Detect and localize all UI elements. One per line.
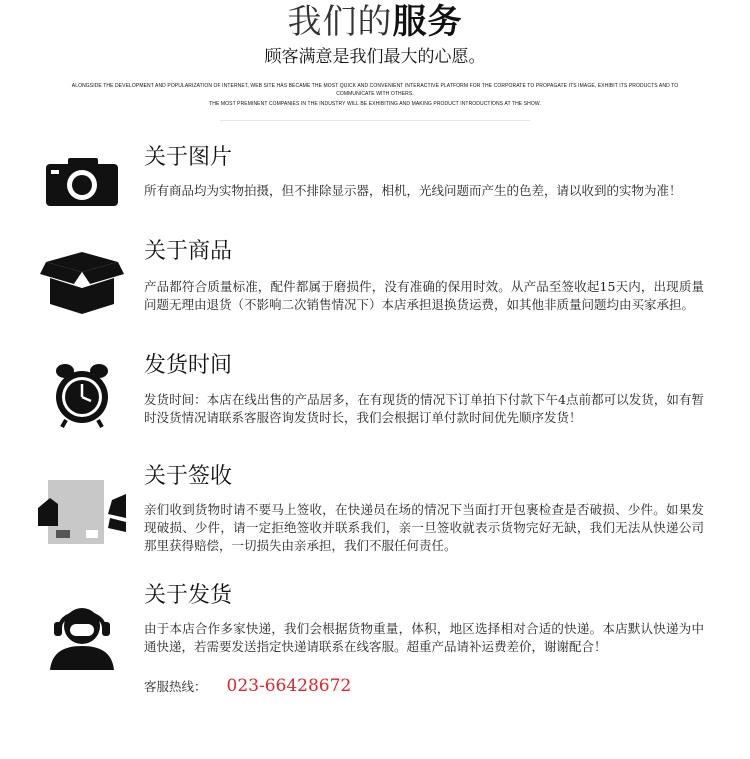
camera-icon [38, 150, 126, 220]
section-text-delivery-time: 发货时间：本店在线出售的产品居多，在有现货的情况下订单拍下付款下午4点前都可以发货，如有暂时没货情况请联系客服咨询发货时长，我们会根据订单付款时间优先顺序发货！ [144, 392, 704, 425]
page-title-bold: 服务 [392, 2, 463, 42]
english-intro-line-2: COMMUNICATE WITH OTHERS. [336, 91, 414, 97]
section-title-goods: 关于商品 [144, 239, 233, 264]
section-text-shipping: 由于本店合作多家快递，我们会根据货物重量，体积，地区选择相对合适的快递。本店默认快递为中通快递，若需要发送指定快递请联系在线客服。超重产品请补运费差价，谢谢配合！ [144, 621, 704, 654]
english-intro-line-1: ALONGSIDE THE DEVELOPMENT AND POPULARIZATION OF INTERNET, WEB SITE HAS BECAME THE MOST QUICK AND CONVENIENT INTERACTIVE PLATFORM FOR THE CORPORATE TO PROPAGATE ITS IMAGE, EXHIBIT ITS PRODUCTS AND TO [71, 83, 679, 89]
section-title-pictures: 关于图片 [144, 145, 233, 170]
box-icon [38, 248, 126, 318]
section-title-delivery-time: 发货时间 [144, 353, 233, 378]
alarm-clock-icon [38, 360, 126, 430]
section-text-goods: 产品都符合质量标准，配件都属于磨损件，没有准确的保用时效。从产品至签收起15天内，出现质量问题无理由退货（不影响二次销售情况下）本店承担退换货运费，如其他非质量问题均由买家承担。 [144, 279, 704, 312]
hotline-label: 客服热线： [144, 679, 207, 694]
header-divider [220, 120, 530, 121]
section-title-receipt: 关于签收 [144, 464, 233, 489]
section-title-shipping: 关于发货 [144, 583, 233, 608]
english-intro-line-3: THE MOST PREMINENT COMPANIES IN THE INDUSTRY WILL BE EXHIBITING AND MAKING PRODUCT INTRODUCTIONS AT THE SHOW. [209, 101, 541, 107]
page-title-light: 我们的 [287, 2, 393, 42]
hotline-phone: 023-66428672 [226, 676, 352, 696]
section-text-pictures: 所有商品均为实物拍摄，但不排除显示器，相机，光线问题而产生的色差，请以收到的实物为准！ [144, 183, 682, 198]
package-handover-icon [38, 478, 126, 548]
page-subtitle: 顾客满意是我们最大的心愿。 [264, 47, 486, 67]
customer-service-headset-icon [38, 602, 126, 672]
customer-service-hotline [144, 676, 351, 697]
page-title [0, 2, 750, 42]
section-text-receipt: 亲们收到货物时请不要马上签收，在快递员在场的情况下当面打开包裹检查是否破损、少件。如果发现破损、少件，请一定拒绝签收并联系我们，亲一旦签收就表示货物完好无缺，我们无法从快递公司那里获得赔偿，一切损失由亲承担，我们不服任何责任。 [144, 502, 704, 553]
